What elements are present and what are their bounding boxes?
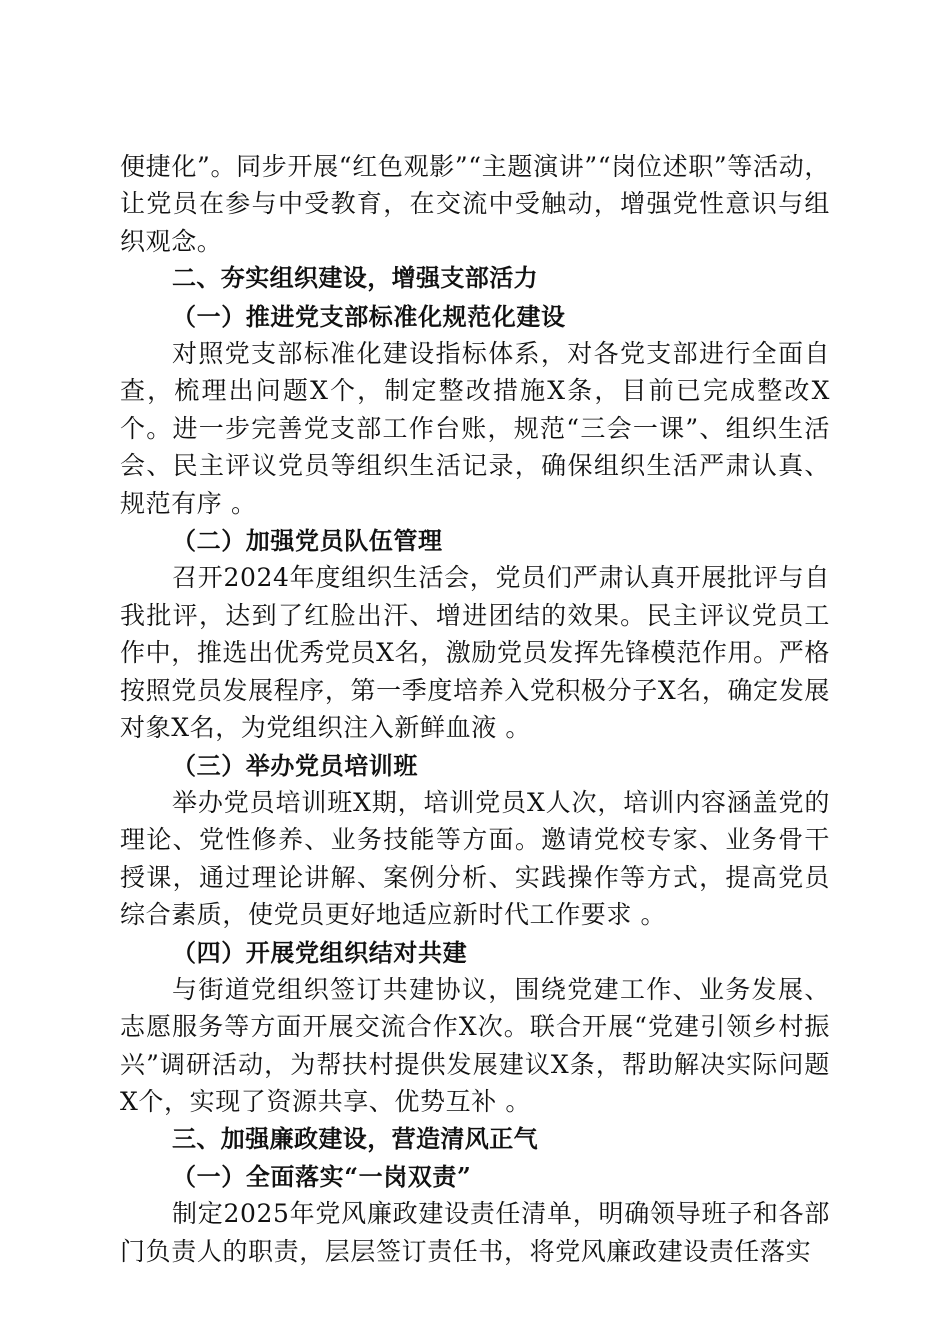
section-heading-3: 三、加强廉政建设，营造清风正气	[172, 1124, 538, 1153]
body-paragraph: 制定2025年党风廉政建设责任清单，明确领导班子和各部门负责人的职责，层层签订责任书，将党风廉政建设责任落实	[120, 1199, 830, 1266]
body-paragraph-continued: 便捷化”。同步开展“红色观影”“主题演讲”“岗位述职”等活动，让党员在参与中受教育，在交流中受触动，增强党性意识与组织观念。	[120, 152, 830, 256]
subsection-heading-2-1: （一）推进党支部标准化规范化建设	[172, 301, 566, 331]
body-paragraph: 对照党支部标准化建设指标体系，对各党支部进行全面自查，梳理出问题X个，制定整改措施X条，目前已完成整改X个。进一步完善党支部工作台账，规范“三会一课”、组织生活会、民主评议党员等组织生活记录，确保组织生活严肃认真、规范有序 。	[120, 339, 830, 518]
body-paragraph: 召开2024年度组织生活会，党员们严肃认真开展批评与自我批评，达到了红脸出汗、增进团结的效果。民主评议党员工作中，推选出优秀党员X名，激励党员发挥先锋模范作用。严格按照党员发展程序，第一季度培养入党积极分子X名，确定发展对象X名，为党组织注入新鲜血液 。	[120, 563, 830, 743]
subsection-heading-2-4: （四）开展党组织结对共建	[172, 937, 468, 967]
subsection-heading-2-2: （二）加强党员队伍管理	[172, 526, 443, 556]
section-heading-2: 二、夯实组织建设，增强支部活力	[172, 264, 538, 293]
body-paragraph: 与街道党组织签订共建协议，围绕党建工作、业务发展、志愿服务等方面开展交流合作X次。联合开展“党建引领乡村振兴”调研活动，为帮扶村提供发展建议X条，帮助解决实际问题X个，实现了资源共享、优势互补 。	[120, 974, 830, 1117]
document-page	[120, 148, 830, 1270]
body-paragraph: 举办党员培训班X期，培训党员X人次，培训内容涵盖党的理论、党性修养、业务技能等方面。邀请党校专家、业务骨干授课，通过理论讲解、案例分析、实践操作等方式，提高党员综合素质，使党员更好地适应新时代工作要求 。	[120, 787, 830, 930]
subsection-heading-2-3: （三）举办党员培训班	[172, 750, 418, 780]
subsection-heading-3-1: （一）全面落实“一岗双责”	[172, 1161, 472, 1191]
